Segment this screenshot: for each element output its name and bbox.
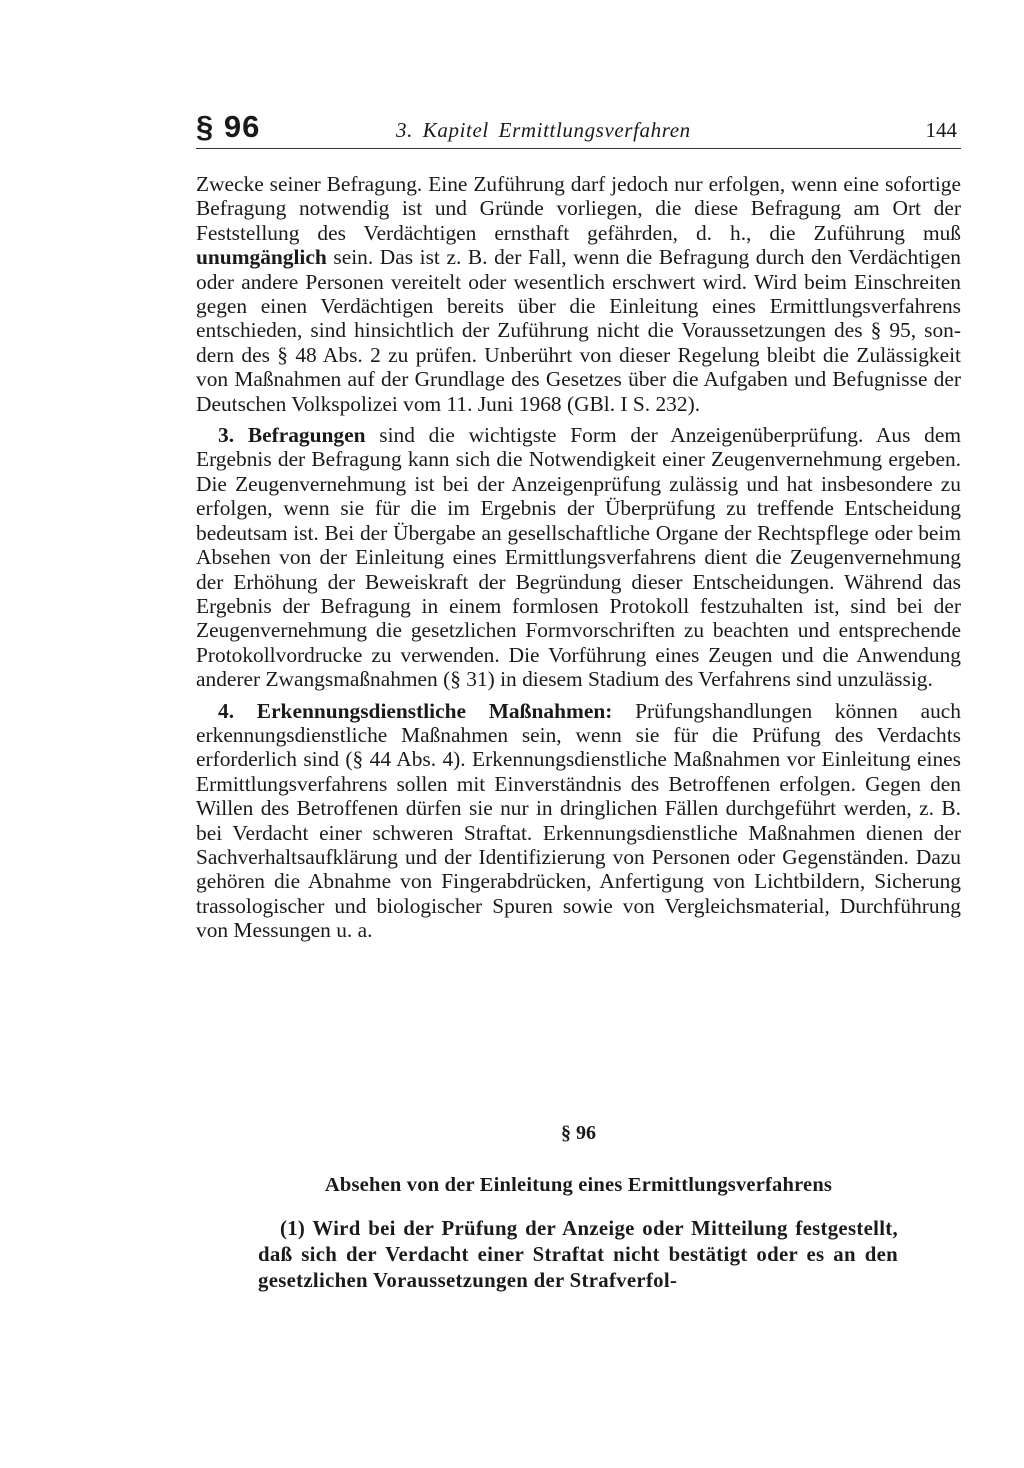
header-divider xyxy=(196,148,961,149)
book-page xyxy=(196,108,961,1292)
law-clause-text: (1) Wird bei der Prüfung der Anzeige oder Mitteilung festgestellt, daß sich der Verdacht einer Straftat nicht bestätigt oder es an den gesetzlichen Voraussetzungen der Strafverfol- xyxy=(258,1217,898,1292)
item-keyword: Erkennungsdienstliche Maßnahmen: xyxy=(256,698,613,723)
section-heading: § 96 xyxy=(561,1122,596,1144)
paragraph-text: Prüfungshandlungen können auch erkennungsdienstliche Maßnahmen sein, wenn sie für die Prüfung des Verdachts erforderlich sind (§ 44 Abs. 4). Erkennungsdienstliche Maßnahmen vor Einleitung eines Ermittlungsverfahrens sollen mit Einverständnis des Betroffenen erfolgen. Gegen den Willen des Betroffenen dürfen sie nur in dringlichen Fällen durchgeführt werden, z. B. bei Verdacht einer schweren Straftat. Erkennungsdienstliche Maßnahmen dienen der Sachverhaltsaufklärung und der Identifizierung von Personen oder Gegenständen. Dazu gehören die Abnahme von Fingerabdrücken, Anfertigung von Lichtbildern, Sicherung trassologischer und biologischer Spuren sowie von Vergleichsmaterial, Durchführung von Messungen u. a. xyxy=(196,698,961,943)
page-number: 144 xyxy=(925,118,957,142)
section-title: Absehen von der Einleitung eines Ermittlungsverfahrens xyxy=(324,1174,833,1196)
paragraph-befragungen xyxy=(196,423,961,691)
item-number: 3. xyxy=(218,423,235,448)
item-number: 4. xyxy=(218,698,235,723)
paragraph-text: sein. Das ist z. B. der Fall, wenn die Befragung durch den Verdächtigen oder andere Personen vereitelt oder wesentlich erschwert wird. Wird beim Einschreiten gegen einen Verdächtigen bereits über die Einleitung eines Ermittlungsverfahrens entschieden, sind hinsichtlich der Zuführung nicht die Voraussetzungen des § 95, sondern des § 48 Abs. 2 zu prüfen. Unberührt von dieser Regelung bleibt die Zulässigkeit von Maßnahmen auf der Grundlage des Gesetzes über die Aufgaben und Befugnisse der Deutschen Volkspolizei vom 11. Juni 1968 (GBl. I S. 232). xyxy=(196,245,961,416)
commentary-text xyxy=(196,172,961,943)
emphasis-text: unumgänglich xyxy=(196,245,327,270)
paragraph-text: sind die wichtigste Form der Anzeigenüberprüfung. Aus dem Ergebnis der Befragung kann sich die Notwendigkeit einer Zeugenvernehmung ergeben. Die Zeugenvernehmung ist bei der Anzeigenprüfung zulässig und hat insbesondere zu erfolgen, wenn sie für die im Ergebnis der Überprüfung zu treffende Entscheidung bedeutsam ist. Bei der Übergabe an gesellschaftliche Organe der Rechtspflege oder beim Absehen von der Einleitung eines Ermittlungsverfahrens dient die Zeugenvernehmung der Erhöhung der Beweiskraft der Begründung dieser Entscheidungen. Während das Ergebnis der Befragung in einem formlosen Protokoll festzuhalten ist, sind bei der Zeugenvernehmung die gesetzlichen Formvorschriften zu beachten und entsprechende Protokollvordrucke zu verwenden. Die Vorführung eines Zeugen und die Anwendung anderer Zwangsmaßnahmen (§ 31) in diesem Stadium des Verfahrens sind unzulässig. xyxy=(196,423,961,692)
paragraph-continuation xyxy=(196,172,961,416)
paragraph-erkennungsdienst xyxy=(196,699,961,943)
page-header xyxy=(196,108,961,152)
item-keyword: Befragungen xyxy=(247,423,366,448)
header-section-number: § 96 xyxy=(196,109,261,144)
header-chapter-title: 3. Kapitel Ermittlungsverfahren xyxy=(396,118,691,142)
paragraph-text: Zwecke seiner Befragung. Eine Zuführung darf jedoch nur erfolgen, wenn eine sofortige Befragung notwendig ist und Gründe vorliegen, die diese Befragung am Ort der Feststellung des Verdächtigen ernsthaft gefährden, d. h., die Zuführung muß xyxy=(196,172,961,245)
